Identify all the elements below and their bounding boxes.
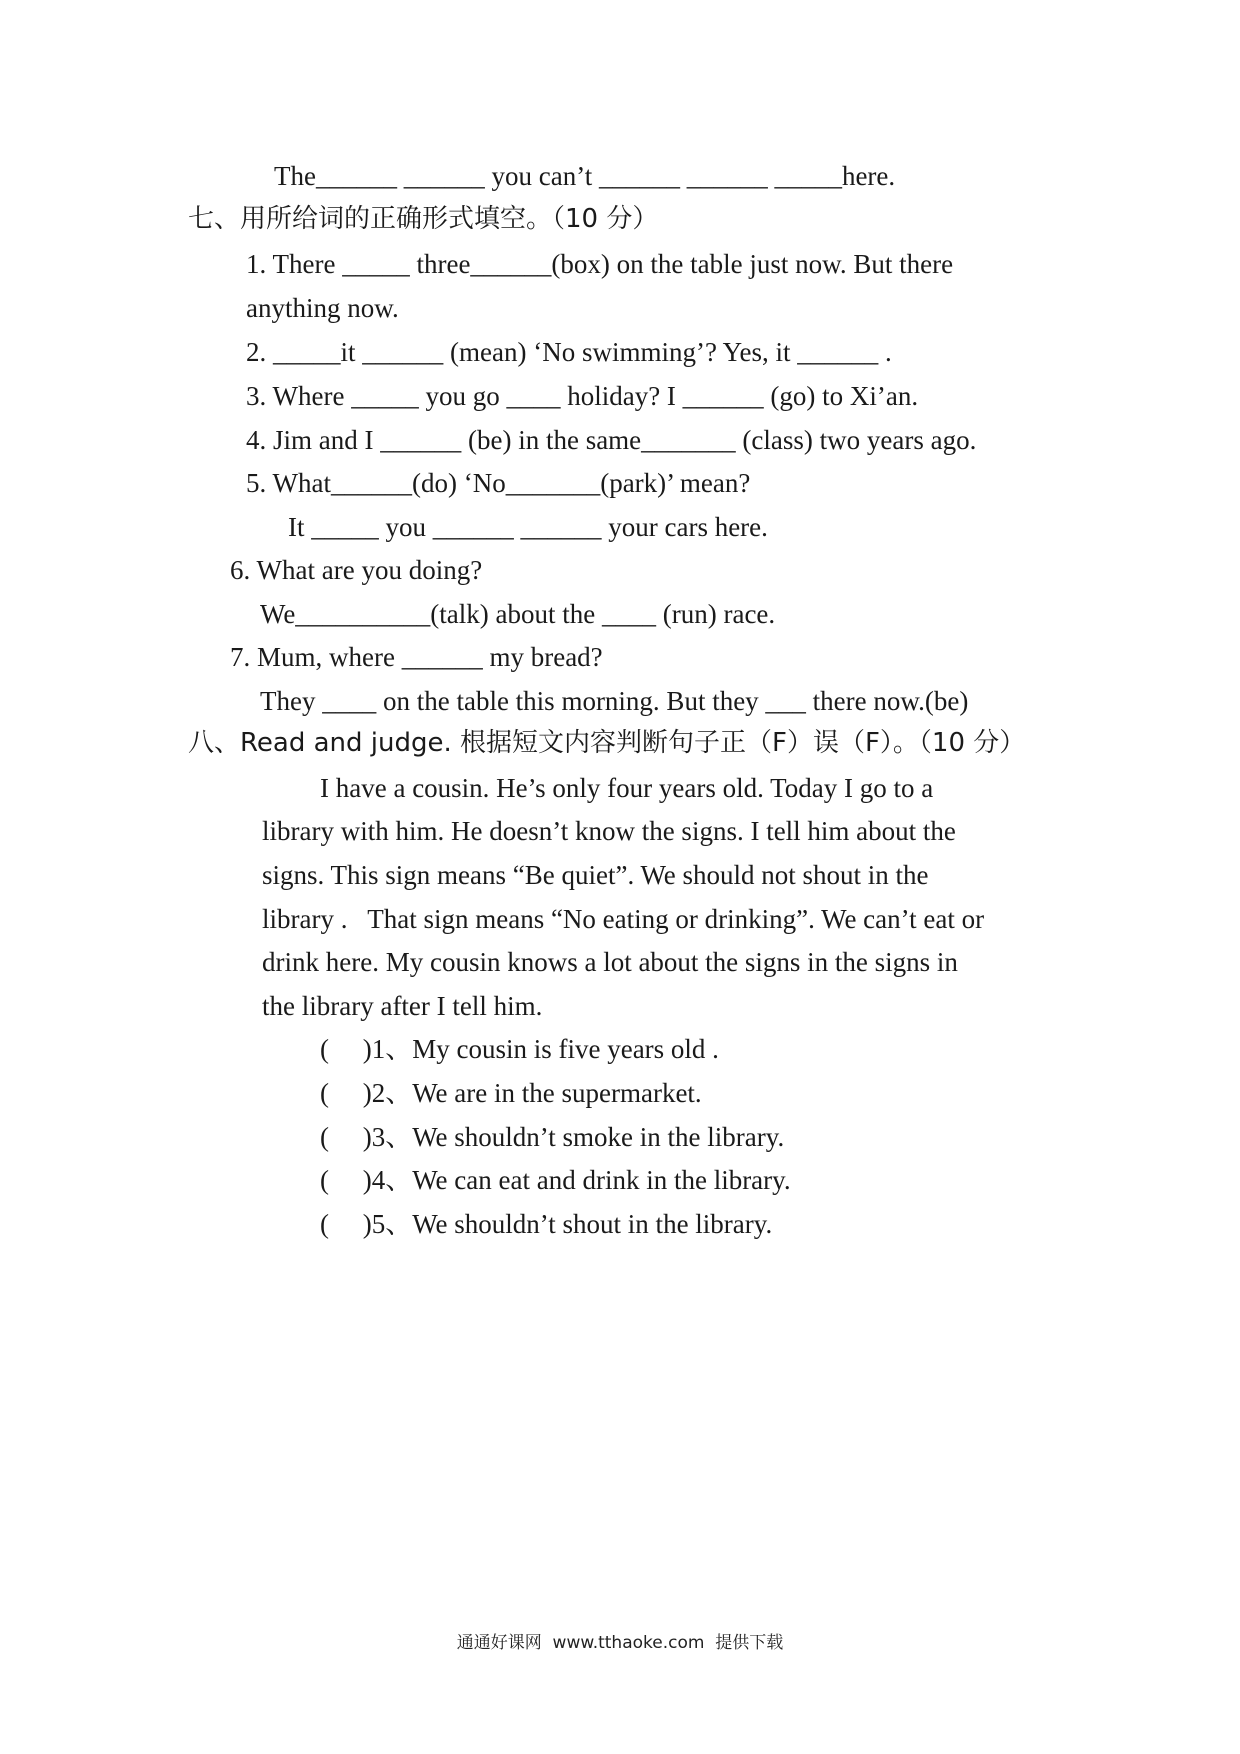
question-4: 4. Jim and I ______ (be) in the same_______ (class) two years ago. bbox=[246, 425, 977, 455]
question-1-line-1: 1. There _____ three______(box) on the table just now. But there bbox=[246, 249, 954, 279]
section-8-heading: 八、Read and judge. 根据短文内容判断句子正（F）误（F）。（10 分） bbox=[188, 728, 1026, 758]
passage-line-5: drink here. My cousin knows a lot about the signs in the signs in bbox=[262, 947, 958, 977]
question-6-line-2: We__________(talk) about the ____ (run) race. bbox=[260, 599, 776, 629]
judge-item-5: ( )5、We shouldn’t shout in the library. bbox=[320, 1209, 773, 1239]
judge-item-2: ( )2、We are in the supermarket. bbox=[320, 1078, 702, 1108]
passage-line-1: I have a cousin. He’s only four years old. Today I go to a bbox=[320, 773, 934, 803]
question-5-line-2: It _____ you ______ ______ your cars here. bbox=[288, 512, 768, 542]
passage-line-3: signs. This sign means “Be quiet”. We should not shout in the bbox=[262, 860, 929, 890]
question-3: 3. Where _____ you go ____ holiday? I ______ (go) to Xi’an. bbox=[246, 381, 919, 411]
question-7-line-2: They ____ on the table this morning. But they ___ there now.(be) bbox=[260, 686, 969, 716]
question-7-line-1: 7. Mum, where ______ my bread? bbox=[230, 642, 603, 672]
question-5-line-1: 5. What______(do) ‘No_______(park)’ mean? bbox=[246, 468, 751, 498]
question-1-line-2: anything now. bbox=[246, 293, 399, 323]
passage-line-2: library with him. He doesn’t know the signs. I tell him about the bbox=[262, 816, 956, 846]
fill-in-line: The______ ______ you can’t ______ ______ _____here. bbox=[274, 161, 896, 191]
passage-line-6: the library after I tell him. bbox=[262, 991, 543, 1021]
question-2: 2. _____it ______ (mean) ‘No swimming’? Yes, it ______ . bbox=[246, 337, 892, 367]
judge-item-4: ( )4、We can eat and drink in the library. bbox=[320, 1165, 791, 1195]
passage-line-4: library . That sign means “No eating or drinking”. We can’t eat or bbox=[262, 904, 985, 934]
judge-item-1: ( )1、My cousin is five years old . bbox=[320, 1034, 719, 1064]
question-6-line-1: 6. What are you doing? bbox=[230, 555, 483, 585]
page-footer: 通通好课网 www.tthaoke.com 提供下载 bbox=[456, 1633, 784, 1653]
section-7-heading: 七、用所给词的正确形式填空。（10 分） bbox=[188, 204, 659, 234]
judge-item-3: ( )3、We shouldn’t smoke in the library. bbox=[320, 1122, 785, 1152]
